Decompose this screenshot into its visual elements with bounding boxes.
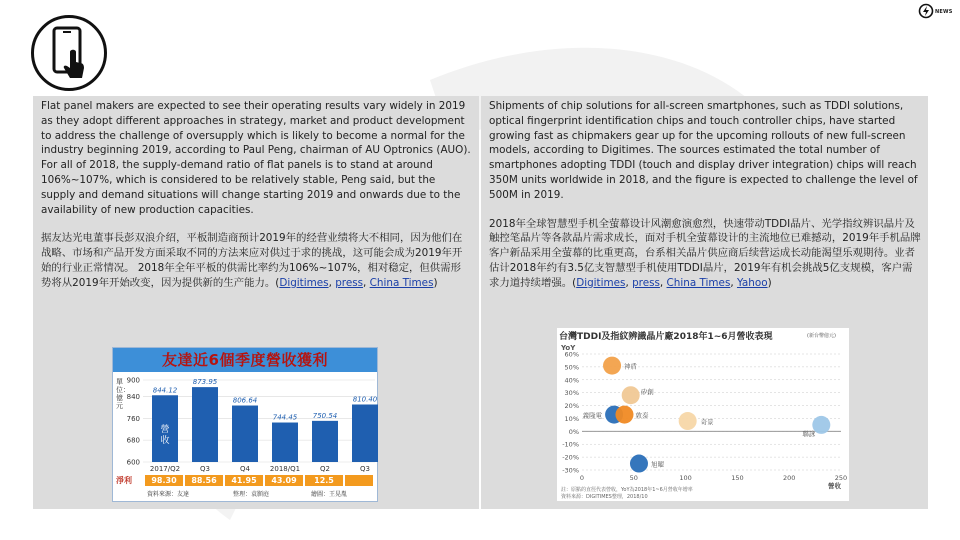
right-chinese-text: 2018年全球智慧型手机全萤幕设计风潮愈演愈烈，快速带动TDDI晶片、光学指纹辨识晶片及触控笔晶片等各款晶片需求成长，面对手机全萤幕设计的主流地位已难撼动，2019年手机品牌客户新品采用全萤幕的比重更高，台系相关晶片供应商后续营运成长动能渴望乐观期待。业者估计2018年约有3.5亿支智慧型手机使用TDDI晶片，2019年有机会挑战5亿支规模，客户需求力道持续增强。( bbox=[489, 217, 921, 289]
source-link-press[interactable]: press bbox=[335, 276, 364, 289]
auo-revenue-chart bbox=[112, 347, 378, 502]
point-label: 義隆電 bbox=[582, 411, 603, 420]
bar-tag-char: 營 bbox=[160, 425, 170, 435]
point-label: 矽創 bbox=[640, 388, 654, 397]
source-link-china-times[interactable]: China Times bbox=[666, 276, 731, 289]
credit-illustrator: 繪圖：王晃胤 bbox=[311, 491, 348, 498]
tddi-scatter-chart bbox=[557, 328, 849, 501]
x-tick-label: 200 bbox=[782, 474, 796, 482]
scatter-point bbox=[603, 357, 621, 375]
right-english-paragraph: Shipments of chip solutions for all-screen smartphones, such as TDDI solutions, optical fingerprint identification chips and touch controller chips, have started growing fast as chipmakers gear up for the upcoming rollouts of new full-screen models, according to Digitimes. The sources estimated the total number of smartphones adopting TDDI (touch and display driver integration) chips will reach 350M units worldwide in 2018, and the figure is expected to challenge the level of 500M in 2019. bbox=[489, 100, 918, 201]
scatter-point bbox=[630, 455, 648, 473]
y-tick-label: -30% bbox=[562, 466, 579, 475]
y-tick-label: 50% bbox=[564, 363, 579, 372]
left-paren-close: ) bbox=[433, 276, 438, 289]
bar-tag-char: 收 bbox=[160, 436, 170, 446]
x-axis-label: 營收 bbox=[828, 482, 841, 490]
phone-touch-icon bbox=[31, 15, 107, 91]
point-label: 敦泰 bbox=[635, 411, 649, 420]
revenue-bar bbox=[192, 387, 218, 462]
point-label: 神盾 bbox=[624, 362, 638, 371]
left-chinese-text: 据友达光电董事長彭双浪介绍，平板制造商预计2019年的经营业绩将大不相同，因为他们在战略、市场和产品开发方面采取不同的方法来应对供过于求的挑战，这可能会成为2019年开始的行业正常情况。 2018年全年平板的供需比率约为106%~107%，相对稳定，但供需形势将从2019年开始改变，因为提供新的生产能力。( bbox=[41, 232, 463, 289]
chart-unit: (新台幣億元) bbox=[807, 333, 836, 339]
brand-name: NEWS bbox=[935, 9, 953, 15]
bar-value-label: 744.45 bbox=[272, 413, 298, 422]
bar-value-label: 873.95 bbox=[192, 378, 218, 387]
point-label: 旭曜 bbox=[650, 460, 664, 469]
x-tick-label: 150 bbox=[731, 474, 744, 482]
x-tick-label: Q3 bbox=[360, 465, 370, 473]
x-tick-label: 100 bbox=[679, 474, 692, 482]
y-tick-label: 900 bbox=[126, 376, 140, 385]
net-profit-row bbox=[113, 475, 377, 487]
left-chinese-paragraph: 据友达光电董事長彭双浪介绍，平板制造商预计2019年的经营业绩将大不相同，因为他们在战略、市场和产品开发方面采取不同的方法来应对供过于求的挑战，这可能会成为2019年开始的行业正常情况。 2018年全年平板的供需比率约为106%~107%，相对稳定，但供需形势将从2019年开始改变，因为提供新的生产能力。(Digitimes, press, China Times) bbox=[41, 232, 463, 289]
x-tick-label: 50 bbox=[629, 474, 638, 482]
y-tick-label: 600 bbox=[126, 458, 140, 467]
point-label: 奇景 bbox=[700, 418, 714, 427]
revenue-bar bbox=[352, 404, 378, 462]
bar-value-label: 806.64 bbox=[232, 396, 258, 405]
source-link-press[interactable]: press bbox=[632, 276, 660, 289]
bar-value-label: 810.40 bbox=[352, 395, 378, 404]
revenue-bar bbox=[232, 406, 258, 462]
revenue-bar bbox=[312, 421, 338, 462]
x-tick-label: 2017/Q2 bbox=[149, 465, 181, 473]
x-tick-label: Q2 bbox=[320, 465, 330, 473]
x-tick-label: Q4 bbox=[240, 465, 250, 473]
x-tick-label: 2018/Q1 bbox=[269, 465, 301, 473]
y-tick-label: 20% bbox=[564, 402, 579, 411]
credit-source: 資料來源：友達 bbox=[147, 491, 190, 498]
chart-title: 台灣TDDI及指紋辨識晶片廠2018年1~6月營收表現 bbox=[559, 332, 773, 342]
net-profit-label: 淨利 bbox=[116, 476, 132, 485]
credit-editor: 整理：袁顥庭 bbox=[233, 491, 270, 498]
source-link-china-times[interactable]: China Times bbox=[369, 276, 434, 289]
y-tick-label: 40% bbox=[564, 376, 579, 385]
source-link-yahoo[interactable]: Yahoo bbox=[736, 276, 768, 289]
right-paren-close: ) bbox=[767, 276, 772, 289]
y-tick-label: 840 bbox=[126, 392, 140, 401]
bar-value-label: 750.54 bbox=[312, 411, 338, 420]
source-link-digitimes[interactable]: Digitimes bbox=[279, 276, 329, 289]
y-axis-label: YoY bbox=[561, 344, 576, 352]
chart-note: 註：原點的直徑代表營收，YoY為2018年1~6月營收年增率 bbox=[561, 487, 693, 493]
left-article bbox=[41, 99, 471, 291]
source-link-digitimes[interactable]: Digitimes bbox=[576, 276, 626, 289]
news-logo bbox=[918, 3, 958, 21]
x-tick-label: Q3 bbox=[200, 465, 210, 473]
y-tick-label: -20% bbox=[562, 453, 579, 462]
net-profit-value: 12.5 bbox=[305, 475, 343, 486]
y-axis-unit: 單位：億元 bbox=[116, 378, 130, 410]
scatter-point bbox=[679, 412, 697, 430]
revenue-bar bbox=[272, 423, 298, 462]
y-tick-label: 30% bbox=[564, 389, 579, 398]
auo-bar-plot bbox=[113, 372, 377, 478]
y-tick-label: 680 bbox=[126, 436, 140, 445]
net-profit-extra bbox=[345, 475, 373, 486]
y-tick-label: 10% bbox=[564, 414, 579, 423]
net-profit-value: 88.56 bbox=[185, 475, 223, 486]
x-tick-label: 0 bbox=[579, 474, 585, 482]
chart-source: 資料來源：DIGITIMES整理，2018/10 bbox=[561, 494, 648, 500]
y-tick-label: -10% bbox=[562, 440, 579, 449]
net-profit-value: 43.09 bbox=[265, 475, 303, 486]
bar-value-label: 844.12 bbox=[152, 386, 178, 395]
net-profit-value: 98.30 bbox=[145, 475, 183, 486]
scatter-point bbox=[622, 386, 640, 404]
scatter-point bbox=[615, 406, 633, 424]
chart-title: 友達近6個季度營收獲利 bbox=[113, 348, 377, 372]
left-english-paragraph: Flat panel makers are expected to see their operating results vary widely in 2019 as they adopt different approaches in strategy, market and product development to address the challenge of oversupply which is likely to become a normal for the industry beginning 2019, according to Paul Peng, chairman of AU Optronics (AUO). For all of 2018, the supply-demand ratio of flat panels is to stand at around 106%~107%, which is considered to be relatively stable, Peng said, but the supply and demand situations will change starting 2019 and onwards due to the availability of new production capacities. bbox=[41, 100, 471, 216]
point-label: 聯詠 bbox=[802, 429, 816, 438]
y-tick-label: 0% bbox=[568, 427, 579, 436]
net-profit-value: 41.95 bbox=[225, 475, 263, 486]
y-tick-label: 760 bbox=[126, 414, 140, 423]
right-chinese-paragraph: 2018年全球智慧型手机全萤幕设计风潮愈演愈烈，快速带动TDDI晶片、光学指纹辨识晶片及触控笔晶片等各款晶片需求成长，面对手机全萤幕设计的主流地位已难撼动，2019年手机品牌客户新品采用全萤幕的比重更高，台系相关晶片供应商后续营运成长动能渴望乐观期待。业者估计2018年约有3.5亿支智慧型手机使用TDDI晶片，2019年有机会挑战5亿支规模，客户需求力道持续增强。(Digitimes, press, China Times, Yahoo) bbox=[489, 217, 921, 289]
y-tick-label: 60% bbox=[564, 350, 579, 359]
right-article bbox=[489, 99, 921, 291]
x-tick-label: 250 bbox=[834, 474, 848, 482]
